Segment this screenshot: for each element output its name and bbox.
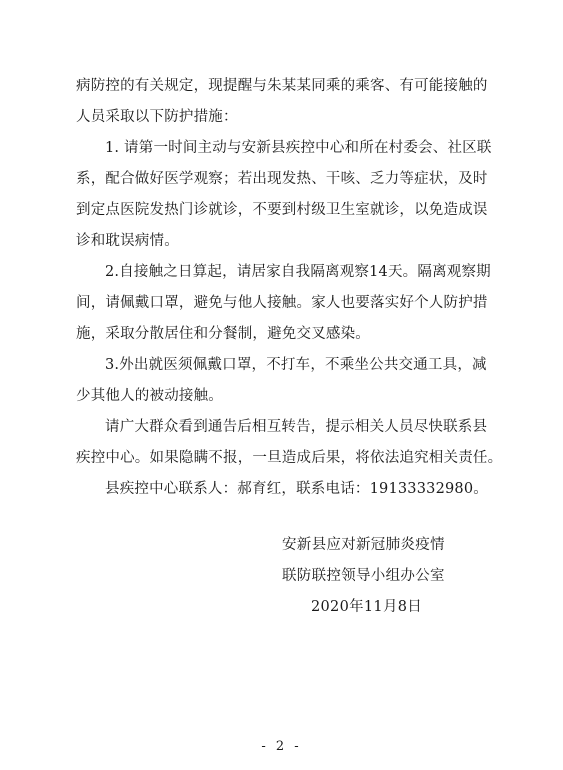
- paragraph-line: 病防控的有关规定，现提醒与朱某某同乘的乘客、有可能接触的: [76, 78, 488, 94]
- signature-date: 2020年11月8日: [311, 599, 423, 615]
- paragraph-line: 到定点医院发热门诊就诊，不要到村级卫生室就诊，以免造成误: [76, 202, 488, 218]
- paragraph-line: 人员采取以下防护措施：: [76, 109, 238, 125]
- paragraph-line: 少其他人的被动接触。: [76, 388, 223, 404]
- paragraph-line: 3.外出就医须佩戴口罩，不打车，不乘坐公共交通工具，减: [105, 357, 487, 373]
- paragraph-line: 施，采取分散居住和分餐制，避免交叉感染。: [76, 326, 370, 342]
- paragraph-line: 疾控中心。如果隐瞒不报，一旦造成后果，将依法追究相关责任。: [76, 450, 503, 466]
- paragraph-line: 2.自接触之日算起，请居家自我隔离观察14天。隔离观察期: [105, 264, 491, 280]
- paragraph-line: 1. 请第一时间主动与安新县疾控中心和所在村委会、社区联: [105, 140, 492, 156]
- paragraph-line: 诊和耽误病情。: [76, 233, 179, 249]
- paragraph-line: 间，请佩戴口罩，避免与他人接触。家人也要落实好个人防护措: [76, 295, 488, 311]
- signature-org-line2: 联防联控领导小组办公室: [282, 568, 445, 584]
- page-number: - 2 -: [261, 739, 302, 754]
- contact-line: 县疾控中心联系人：郝育红，联系电话：19133332980。: [105, 481, 488, 497]
- paragraph-line: 系，配合做好医学观察；若出现发热、干咳、乏力等症状，及时: [76, 171, 488, 187]
- paragraph-line: 请广大群众看到通告后相互转告，提示相关人员尽快联系县: [105, 419, 488, 435]
- signature-org-line1: 安新县应对新冠肺炎疫情: [282, 537, 445, 553]
